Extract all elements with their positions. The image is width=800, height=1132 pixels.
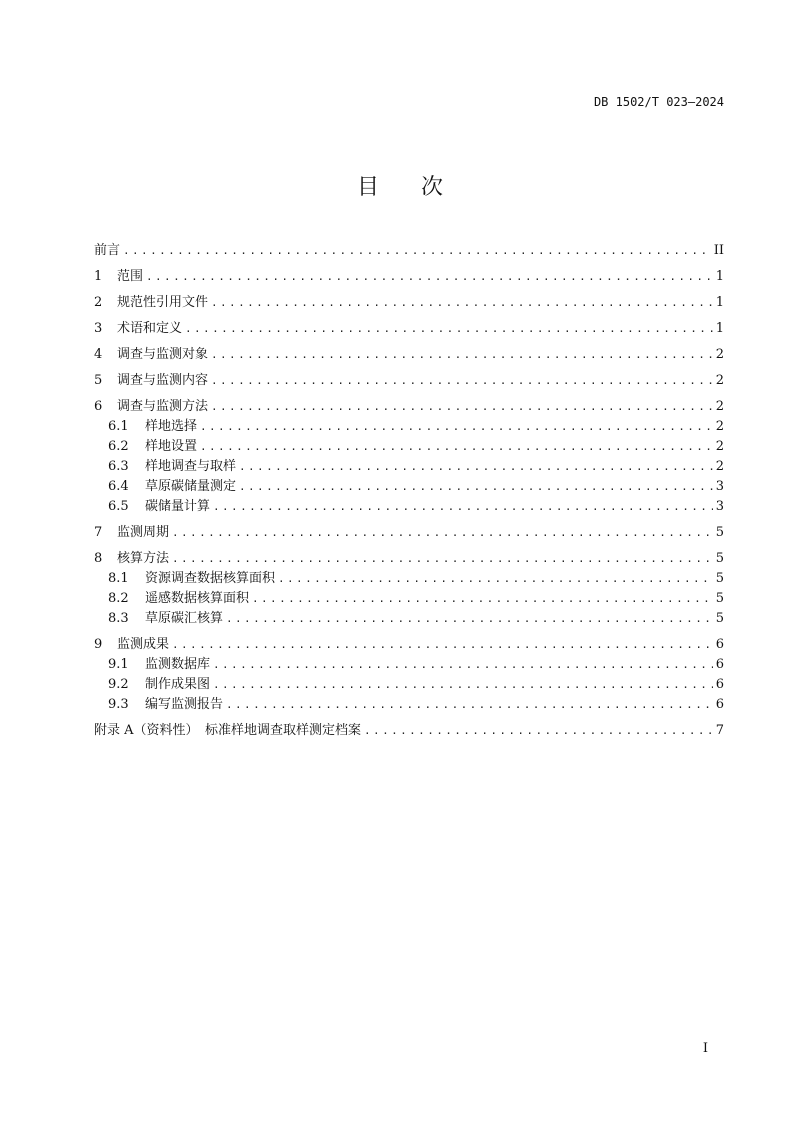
toc-dot-leader xyxy=(211,293,713,313)
page-number: I xyxy=(702,1041,708,1056)
toc-entry-label: 调查与监测内容 xyxy=(117,373,209,388)
toc-entry[interactable] xyxy=(94,589,724,609)
toc-entry-page: 2 xyxy=(715,439,724,454)
toc-title-char: 目 xyxy=(356,175,379,200)
toc-entry-number: 6.1 xyxy=(108,419,129,434)
toc-entry[interactable] xyxy=(94,655,724,675)
toc-entry-number: 6.3 xyxy=(108,459,129,474)
toc-dot-leader xyxy=(200,437,713,457)
toc-entry[interactable] xyxy=(94,345,724,365)
toc-entry[interactable] xyxy=(94,267,724,287)
toc-entry-label: 核算方法 xyxy=(117,551,170,566)
toc-dot-leader xyxy=(226,695,713,715)
toc-dot-leader xyxy=(211,345,713,365)
toc-entry-label: 监测数据库 xyxy=(145,657,211,672)
toc-entry-label: 附录 A（资料性） 标准样地调查取样测定档案 xyxy=(94,723,362,738)
toc-entry-number: 3 xyxy=(94,321,103,336)
toc-entry-page: 1 xyxy=(715,269,724,284)
toc-dot-leader xyxy=(213,655,713,675)
toc-entry[interactable] xyxy=(94,397,724,417)
toc-dot-leader xyxy=(172,635,713,655)
toc-dot-leader xyxy=(239,457,713,477)
toc-entry-number: 6 xyxy=(94,399,103,414)
toc-dot-leader xyxy=(226,609,713,629)
toc-dot-leader xyxy=(185,319,713,339)
toc-entry-number: 4 xyxy=(94,347,103,362)
toc-entry-label: 术语和定义 xyxy=(117,321,183,336)
toc-entry-number: 1 xyxy=(94,269,103,284)
toc-entry-page: 6 xyxy=(715,677,724,692)
toc-entry-page: 3 xyxy=(715,499,724,514)
toc-entry-label: 监测成果 xyxy=(117,637,170,652)
toc-entry-label: 前言 xyxy=(94,243,121,258)
toc-entry[interactable] xyxy=(94,523,724,543)
toc-entry-number: 5 xyxy=(94,373,103,388)
toc-entry[interactable] xyxy=(94,635,724,655)
toc-dot-leader xyxy=(172,523,713,543)
toc-dot-leader xyxy=(211,371,713,391)
toc-entry-label: 碳储量计算 xyxy=(145,499,211,514)
toc-entry[interactable] xyxy=(94,437,724,457)
toc-dot-leader xyxy=(211,397,713,417)
toc-entry-page: 7 xyxy=(715,723,724,738)
toc-entry-page: 6 xyxy=(715,697,724,712)
toc-entry-page: 5 xyxy=(715,551,724,566)
toc-dot-leader xyxy=(213,675,713,695)
toc-dot-leader xyxy=(252,589,713,609)
toc-dot-leader xyxy=(364,721,713,741)
toc-entry-label: 调查与监测对象 xyxy=(117,347,209,362)
toc-entry[interactable] xyxy=(94,609,724,629)
toc-entry-number: 6.2 xyxy=(108,439,129,454)
toc-dot-leader xyxy=(239,477,713,497)
toc-entry-label: 编写监测报告 xyxy=(145,697,224,712)
toc-entry-number: 2 xyxy=(94,295,103,310)
toc-entry[interactable] xyxy=(94,371,724,391)
toc-entry[interactable] xyxy=(94,457,724,477)
toc-entry-number: 6.5 xyxy=(108,499,129,514)
toc-entry-number: 9.1 xyxy=(108,657,129,672)
toc-entry-number: 8 xyxy=(94,551,103,566)
toc-entry-page: 6 xyxy=(715,657,724,672)
toc-title-char: 次 xyxy=(421,175,444,200)
toc-entry-page: 1 xyxy=(715,321,724,336)
toc-entry-page: II xyxy=(713,243,724,258)
toc-entry-page: 5 xyxy=(715,571,724,586)
toc-entry-page: 3 xyxy=(715,479,724,494)
toc-entry-label: 资源调查数据核算面积 xyxy=(145,571,276,586)
toc-entry[interactable] xyxy=(94,721,724,741)
toc-dot-leader xyxy=(278,569,713,589)
toc-entry-page: 2 xyxy=(715,419,724,434)
toc-entry-label: 遥感数据核算面积 xyxy=(145,591,250,606)
toc-entry-label: 样地调查与取样 xyxy=(145,459,237,474)
toc-entry-number: 8.2 xyxy=(108,591,129,606)
toc-entry-label: 样地设置 xyxy=(145,439,198,454)
toc-entry-page: 2 xyxy=(715,373,724,388)
toc-entry-page: 6 xyxy=(715,637,724,652)
toc-entry[interactable] xyxy=(94,497,724,517)
toc-entry-label: 样地选择 xyxy=(145,419,198,434)
toc-entry-number: 8.1 xyxy=(108,571,129,586)
toc-dot-leader xyxy=(123,241,711,261)
toc-entry-label: 范围 xyxy=(117,269,144,284)
toc-entry-label: 草原碳汇核算 xyxy=(145,611,224,626)
toc-entry-page: 2 xyxy=(715,347,724,362)
table-of-contents xyxy=(94,241,724,741)
toc-entry-page: 5 xyxy=(715,525,724,540)
toc-entry-label: 调查与监测方法 xyxy=(117,399,209,414)
toc-title xyxy=(0,170,800,201)
toc-entry[interactable] xyxy=(94,241,724,261)
toc-entry-page: 1 xyxy=(715,295,724,310)
toc-entry[interactable] xyxy=(94,549,724,569)
toc-entry-page: 2 xyxy=(715,459,724,474)
toc-entry[interactable] xyxy=(94,417,724,437)
toc-entry[interactable] xyxy=(94,695,724,715)
toc-entry-label: 草原碳储量测定 xyxy=(145,479,237,494)
toc-entry[interactable] xyxy=(94,477,724,497)
toc-entry-number: 9.2 xyxy=(108,677,129,692)
toc-dot-leader xyxy=(213,497,713,517)
toc-dot-leader xyxy=(172,549,713,569)
toc-dot-leader xyxy=(146,267,713,287)
toc-entry[interactable] xyxy=(94,319,724,339)
toc-entry-number: 9 xyxy=(94,637,103,652)
toc-dot-leader xyxy=(200,417,713,437)
document-code: DB 1502/T 023—2024 xyxy=(593,95,724,109)
toc-entry-number: 8.3 xyxy=(108,611,129,626)
toc-entry[interactable] xyxy=(94,293,724,313)
toc-entry-page: 2 xyxy=(715,399,724,414)
toc-entry-number: 6.4 xyxy=(108,479,129,494)
toc-entry-label: 监测周期 xyxy=(117,525,170,540)
toc-entry[interactable] xyxy=(94,675,724,695)
toc-entry-label: 规范性引用文件 xyxy=(117,295,209,310)
toc-entry[interactable] xyxy=(94,569,724,589)
toc-entry-number: 7 xyxy=(94,525,103,540)
toc-entry-page: 5 xyxy=(715,611,724,626)
toc-entry-label: 制作成果图 xyxy=(145,677,211,692)
toc-entry-number: 9.3 xyxy=(108,697,129,712)
toc-entry-page: 5 xyxy=(715,591,724,606)
